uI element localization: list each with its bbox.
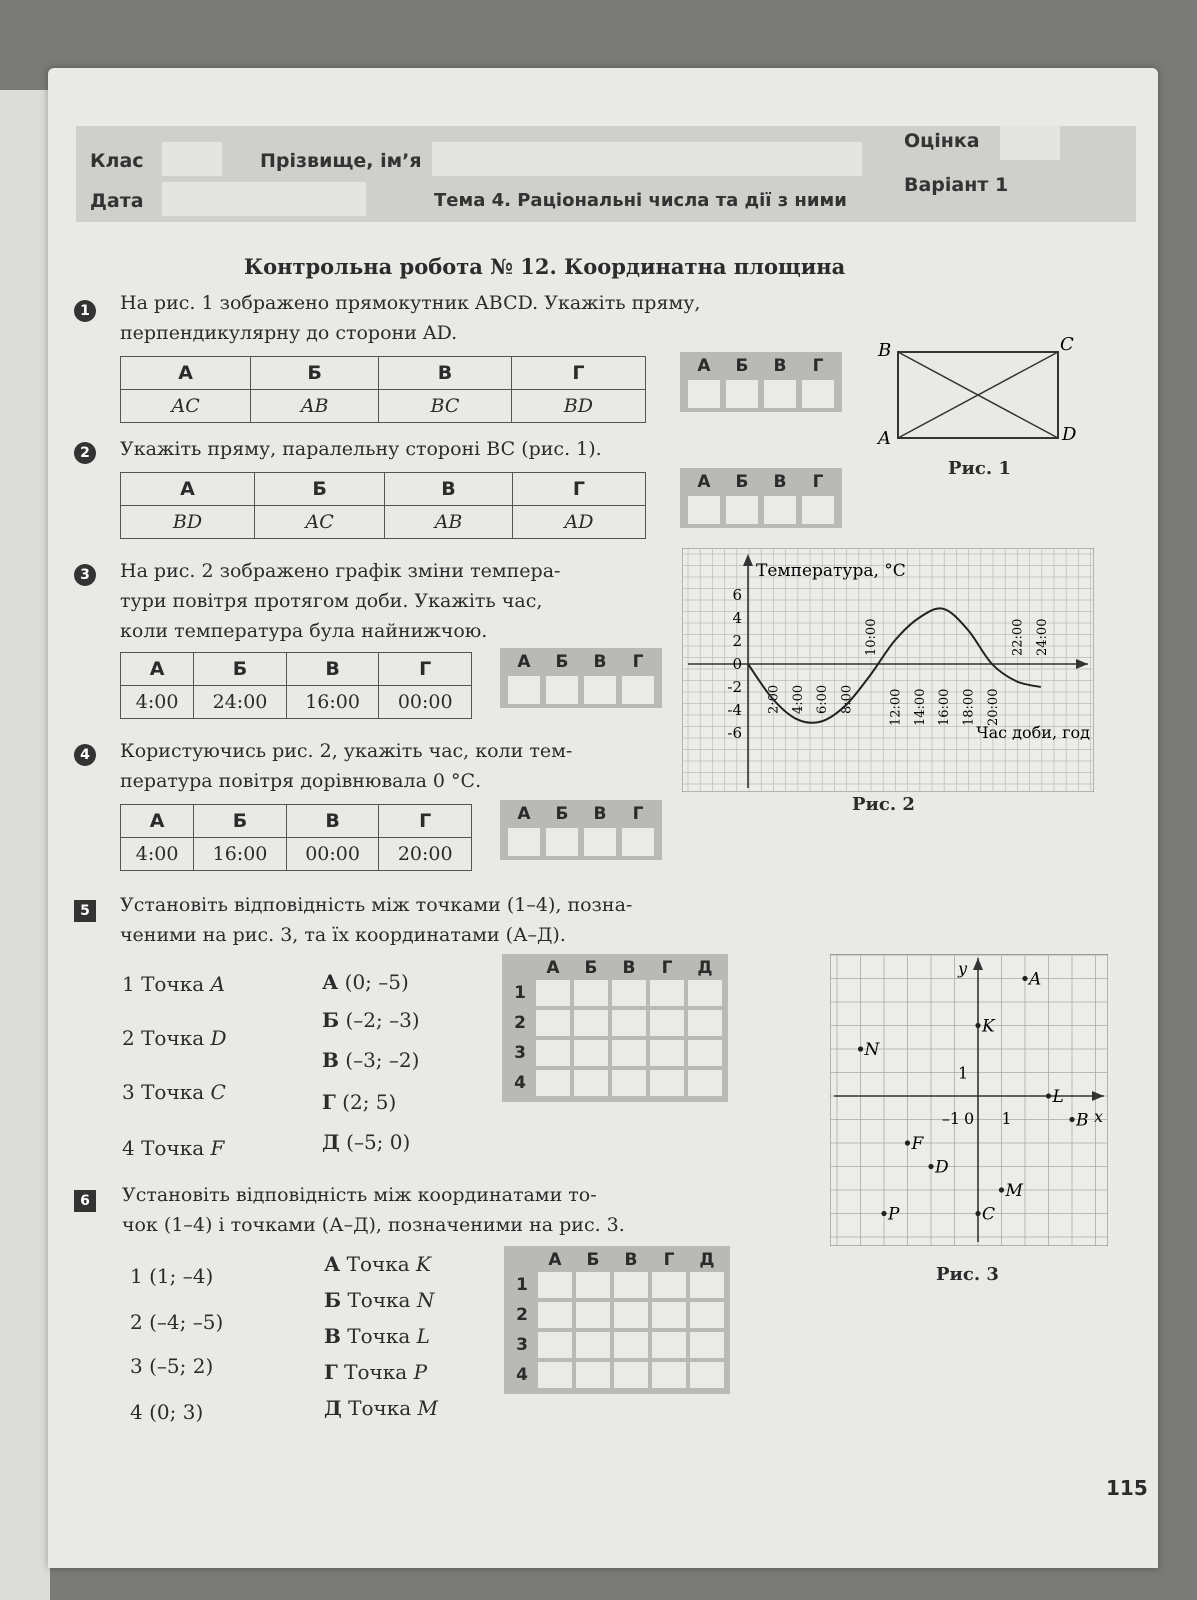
answer-letter: Г — [632, 652, 644, 672]
q5-right-b — [322, 1008, 420, 1032]
page-number: 115 — [1106, 1476, 1148, 1500]
answer-letter: Б — [555, 804, 569, 824]
answer-cell[interactable] — [802, 496, 834, 524]
grid-cell[interactable] — [688, 1040, 722, 1066]
option-value: 00:00 — [286, 838, 379, 871]
answer-cell[interactable] — [726, 496, 758, 524]
answer-cell[interactable] — [622, 828, 654, 856]
item-letter: Б — [324, 1288, 342, 1312]
item-point: P — [413, 1360, 428, 1384]
answer-cell[interactable] — [688, 496, 720, 524]
answer-cell[interactable] — [688, 380, 720, 408]
question-3-line3: коли температура була найнижчою. — [120, 620, 488, 642]
grid-cell[interactable] — [688, 1010, 722, 1036]
topic-label: Тема 4. Раціональні числа та дії з ними — [434, 190, 847, 211]
figure-1-caption: Рис. 1 — [948, 458, 1011, 479]
option-value: 16:00 — [194, 838, 287, 871]
point-label-c: C — [982, 1204, 996, 1225]
y-axis-name: y — [958, 959, 968, 978]
q5-right-d — [322, 1090, 396, 1114]
answer-letter: А — [697, 472, 711, 492]
option-value: AC — [255, 506, 385, 539]
grid-cell[interactable] — [536, 980, 570, 1006]
plane-frame — [830, 954, 1108, 1246]
worksheet-page — [48, 68, 1158, 1568]
x-axis-label: Час доби, год — [976, 723, 1090, 742]
answer-letter: Г — [812, 356, 824, 376]
answer-cell[interactable] — [726, 380, 758, 408]
figure-3-caption: Рис. 3 — [936, 1264, 999, 1285]
q6-right-b — [324, 1288, 434, 1312]
q5-right-a — [322, 970, 409, 994]
question-1-text — [120, 288, 700, 348]
question-2-options — [120, 472, 646, 539]
item-letter: Д — [322, 1130, 340, 1154]
option-letter: В — [286, 805, 379, 838]
option-value: 4:00 — [121, 838, 194, 871]
y-tick-label: 4 — [732, 609, 742, 627]
grid-row-label: 2 — [516, 1305, 528, 1325]
grid-cell[interactable] — [690, 1272, 724, 1298]
answer-cell[interactable] — [764, 380, 796, 408]
grid-row-label: 1 — [514, 983, 526, 1003]
grid-cell[interactable] — [576, 1362, 610, 1388]
question-2-number: 2 — [74, 442, 96, 464]
option-letter: Б — [255, 473, 385, 506]
tick-label-minus-one: –1 — [941, 1109, 960, 1128]
grid-cell[interactable] — [614, 1272, 648, 1298]
point-label-k: K — [982, 1016, 995, 1037]
answer-cell[interactable] — [508, 828, 540, 856]
option-value: 24:00 — [194, 686, 287, 719]
grid-cell[interactable] — [576, 1272, 610, 1298]
question-2-answer-box — [680, 468, 842, 528]
item-label: Точка — [346, 1252, 410, 1276]
point-c — [975, 1211, 980, 1216]
point-d — [928, 1164, 933, 1169]
grid-cell[interactable] — [538, 1302, 572, 1328]
date-label: Дата — [90, 190, 144, 212]
option-value: AC — [121, 390, 251, 423]
option-letter: Г — [379, 805, 472, 838]
question-5-line2: ченими на рис. 3, та їх координатами (А–Д). — [120, 924, 566, 946]
item-letter: Д — [324, 1396, 342, 1420]
grid-cell[interactable] — [652, 1362, 686, 1388]
question-3-answer-box — [500, 648, 662, 708]
question-6-text — [122, 1180, 625, 1240]
question-4-number: 4 — [74, 744, 96, 766]
item-label: Точка — [344, 1360, 408, 1384]
class-field[interactable] — [162, 142, 222, 176]
grid-cell[interactable] — [650, 980, 684, 1006]
question-5-number: 5 — [74, 900, 96, 922]
item-label: Точка — [348, 1396, 412, 1420]
answer-letter: В — [593, 804, 607, 824]
option-value: AD — [512, 506, 645, 539]
point-m — [999, 1187, 1004, 1192]
option-value: BD — [121, 506, 255, 539]
grid-cell[interactable] — [652, 1302, 686, 1328]
grid-cell[interactable] — [614, 1302, 648, 1328]
class-label: Клас — [90, 150, 144, 172]
question-3-line1: На рис. 2 зображено графік зміни темпера- — [120, 560, 561, 582]
answer-letter: Б — [735, 356, 749, 376]
item-letter: А — [324, 1252, 341, 1276]
item-coords: (–3; –2) — [345, 1048, 420, 1072]
question-3-line2: тури повітря протягом доби. Укажіть час, — [120, 590, 543, 612]
grid-col-label: А — [548, 1250, 562, 1270]
point-b — [1069, 1117, 1074, 1122]
point-label-m: M — [1005, 1181, 1023, 1201]
question-6-line1: Установіть відповідність між координатами то- — [122, 1184, 597, 1206]
x-tick-label: 8:00 — [839, 684, 855, 714]
option-value: BD — [511, 390, 645, 423]
x-tick-label: 20:00 — [986, 688, 1001, 726]
x-tick-label: 22:00 — [1010, 618, 1026, 656]
option-letter: А — [121, 805, 194, 838]
header-band — [76, 126, 1136, 222]
question-4-answer-box — [500, 800, 662, 860]
item-coords: (–2; –3) — [345, 1008, 420, 1032]
grid-cell[interactable] — [688, 980, 722, 1006]
question-4-line1: Користуючись рис. 2, укажіть час, коли тем- — [120, 740, 573, 762]
q5-left-2 — [122, 1026, 227, 1050]
question-1-answer-box — [680, 352, 842, 412]
option-value: 20:00 — [379, 838, 472, 871]
option-letter: Б — [251, 357, 379, 390]
q6-left-4 — [130, 1400, 203, 1424]
item-number: 3 — [130, 1354, 143, 1378]
grid-cell[interactable] — [614, 1332, 648, 1358]
item-coords: (–4; –5) — [149, 1310, 224, 1334]
grid-row-label: 3 — [514, 1043, 526, 1063]
item-label: Точка — [347, 1288, 411, 1312]
point-label-f: F — [911, 1134, 924, 1154]
point-label-p: P — [888, 1204, 900, 1225]
option-letter: А — [121, 357, 251, 390]
q6-left-1 — [130, 1264, 213, 1288]
item-point: N — [416, 1288, 435, 1312]
option-letter: Б — [194, 805, 287, 838]
grid-row-label: 4 — [514, 1073, 526, 1093]
grid-cell[interactable] — [538, 1272, 572, 1298]
option-value: AB — [251, 390, 379, 423]
item-label: Точка — [141, 1026, 205, 1050]
grid-cell[interactable] — [576, 1332, 610, 1358]
item-point: M — [417, 1396, 439, 1420]
figure-2-caption: Рис. 2 — [852, 794, 915, 815]
answer-cell[interactable] — [622, 676, 654, 704]
answer-cell[interactable] — [802, 380, 834, 408]
vertex-b-label: B — [878, 340, 892, 361]
y-tick-label: -6 — [727, 724, 742, 742]
figure-3-coordinate-plane — [830, 954, 1108, 1246]
point-k — [975, 1023, 980, 1028]
item-number: 4 — [122, 1136, 135, 1160]
q6-right-e — [324, 1396, 438, 1420]
grid-cell[interactable] — [690, 1302, 724, 1328]
question-4-line2: пература повітря дорівнювала 0 °С. — [120, 770, 482, 792]
item-label: Точка — [141, 1136, 205, 1160]
option-letter: Г — [512, 473, 645, 506]
grid-row-label: 1 — [516, 1275, 528, 1295]
question-1-line2: перпендикулярну до сторони AD. — [120, 322, 458, 344]
question-1-number: 1 — [74, 300, 96, 322]
grid-col-label: Б — [586, 1250, 600, 1270]
point-l — [1046, 1093, 1051, 1098]
point-f — [905, 1140, 910, 1145]
item-label: Точка — [141, 972, 205, 996]
question-4-options — [120, 804, 472, 871]
option-value: 00:00 — [379, 686, 472, 719]
question-1-line1: На рис. 1 зображено прямокутник ABCD. Укажіть пряму, — [120, 292, 701, 314]
figure-2-temperature-chart — [682, 548, 1094, 792]
x-tick-label: 4:00 — [790, 684, 806, 714]
grid-col-label: В — [622, 958, 636, 978]
grid-cell[interactable] — [536, 1040, 570, 1066]
y-tick-label: 6 — [732, 586, 742, 604]
grid-cell[interactable] — [574, 1070, 608, 1096]
item-number: 2 — [122, 1026, 135, 1050]
q5-right-c — [322, 1048, 419, 1072]
answer-cell[interactable] — [584, 676, 616, 704]
item-coords: (–5; 2) — [149, 1354, 214, 1378]
answer-cell[interactable] — [584, 828, 616, 856]
grid-col-label: Д — [699, 1250, 715, 1270]
question-5-line1: Установіть відповідність між точками (1–4), позна- — [120, 894, 633, 916]
answer-cell[interactable] — [546, 828, 578, 856]
grid-cell[interactable] — [574, 980, 608, 1006]
answer-letter: Г — [812, 472, 824, 492]
grid-cell[interactable] — [536, 1070, 570, 1096]
grid-cell[interactable] — [612, 1040, 646, 1066]
grid-col-label: Д — [697, 958, 713, 978]
answer-letter: Г — [632, 804, 644, 824]
question-6-answer-grid — [504, 1246, 730, 1394]
q5-left-1 — [122, 972, 225, 996]
x-axis-name: x — [1094, 1107, 1104, 1126]
question-3-number: 3 — [74, 564, 96, 586]
grid-cell[interactable] — [536, 1010, 570, 1036]
question-6-number: 6 — [74, 1190, 96, 1212]
item-point: C — [210, 1080, 226, 1104]
y-tick-label: -4 — [727, 701, 742, 719]
item-coords: (2; 5) — [342, 1090, 397, 1114]
answer-letter: А — [697, 356, 711, 376]
answer-letter: А — [517, 652, 531, 672]
point-label-n: N — [864, 1040, 880, 1060]
item-label: Точка — [141, 1080, 205, 1104]
y-tick-label: -2 — [727, 678, 742, 696]
variant-label: Варіант 1 — [904, 174, 1009, 196]
q6-right-a — [324, 1252, 431, 1276]
grade-field[interactable] — [1000, 126, 1060, 160]
item-coords: (1; –4) — [149, 1264, 214, 1288]
x-tick-label: 24:00 — [1034, 618, 1050, 656]
point-p — [881, 1211, 886, 1216]
grid-cell[interactable] — [650, 1070, 684, 1096]
grid-cell[interactable] — [688, 1070, 722, 1096]
question-2-text: Укажіть пряму, паралельну стороні BC (рис. 1). — [120, 438, 602, 460]
point-n — [858, 1046, 863, 1051]
grid-cell[interactable] — [652, 1272, 686, 1298]
x-tick-label: 2:00 — [766, 684, 782, 714]
option-letter: Г — [511, 357, 645, 390]
tick-label-zero: 0 — [964, 1109, 975, 1128]
question-6-line2: чок (1–4) і точками (А–Д), позначеними на рис. 3. — [122, 1214, 625, 1236]
grid-col-label: В — [624, 1250, 638, 1270]
item-letter: Б — [322, 1008, 340, 1032]
q6-right-d — [324, 1360, 427, 1384]
option-letter: Г — [379, 653, 472, 686]
grid-cell[interactable] — [650, 1010, 684, 1036]
answer-cell[interactable] — [508, 676, 540, 704]
answer-letter: В — [593, 652, 607, 672]
q6-right-c — [324, 1324, 430, 1348]
option-letter: В — [385, 473, 513, 506]
x-tick-label: 10:00 — [864, 618, 879, 656]
point-label-d: D — [935, 1157, 949, 1178]
grid-cell[interactable] — [574, 1010, 608, 1036]
item-point: A — [210, 972, 225, 996]
tick-label-one-y: 1 — [958, 1063, 969, 1083]
item-coords: (0; –5) — [344, 970, 409, 994]
q5-right-e — [322, 1130, 410, 1154]
grid-col-label: Г — [663, 1250, 675, 1270]
q5-left-4 — [122, 1136, 224, 1160]
x-tick-label: 14:00 — [912, 688, 928, 726]
option-letter: В — [379, 357, 512, 390]
grid-col-label: Г — [661, 958, 673, 978]
x-tick-label: 16:00 — [937, 688, 953, 726]
name-label: Прізвище, ім’я — [260, 150, 422, 172]
grid-cell[interactable] — [690, 1332, 724, 1358]
grid-row-label: 3 — [516, 1335, 528, 1355]
item-point: K — [416, 1252, 431, 1276]
item-letter: В — [322, 1048, 339, 1072]
item-letter: Г — [322, 1090, 336, 1114]
item-number: 4 — [130, 1400, 143, 1424]
grid-cell[interactable] — [612, 980, 646, 1006]
option-letter: В — [286, 653, 379, 686]
adjacent-page-edge — [0, 90, 50, 1600]
chart-frame — [682, 548, 1094, 792]
question-5-answer-grid — [502, 954, 728, 1102]
item-label: Точка — [347, 1324, 411, 1348]
question-5-text — [120, 890, 632, 950]
x-tick-label: 6:00 — [815, 684, 831, 714]
page-title: Контрольна робота № 12. Координатна площина — [244, 254, 846, 279]
q6-left-3 — [130, 1354, 213, 1378]
point-label-a: A — [1029, 969, 1042, 990]
item-point: L — [416, 1324, 430, 1348]
grid-cell[interactable] — [538, 1332, 572, 1358]
vertex-d-label: D — [1062, 424, 1077, 445]
point-a — [1022, 976, 1027, 981]
question-3-options — [120, 652, 472, 719]
point-label-l: L — [1052, 1087, 1064, 1107]
y-tick-label: 0 — [732, 655, 742, 673]
item-number: 1 — [122, 972, 135, 996]
question-1-options — [120, 356, 646, 423]
grid-cell[interactable] — [652, 1332, 686, 1358]
option-value: 4:00 — [121, 686, 194, 719]
grid-col-label: А — [546, 958, 560, 978]
grid-cell[interactable] — [650, 1040, 684, 1066]
chart-title: Температура, °C — [756, 561, 906, 581]
grid-row-label: 2 — [514, 1013, 526, 1033]
y-tick-label: 2 — [732, 632, 742, 650]
tick-label-one-x: 1 — [1001, 1109, 1012, 1128]
question-4-text — [120, 736, 572, 796]
item-number: 1 — [130, 1264, 143, 1288]
grid-cell[interactable] — [690, 1362, 724, 1388]
name-field[interactable] — [432, 142, 862, 176]
item-number: 3 — [122, 1080, 135, 1104]
x-tick-label: 12:00 — [888, 688, 904, 726]
grid-row-label: 4 — [516, 1365, 528, 1385]
grid-cell[interactable] — [574, 1040, 608, 1066]
answer-cell[interactable] — [546, 676, 578, 704]
item-coords: (–5; 0) — [346, 1130, 411, 1154]
x-tick-label: 18:00 — [961, 688, 977, 726]
grid-cell[interactable] — [576, 1302, 610, 1328]
point-label-b: B — [1076, 1110, 1089, 1131]
answer-letter: В — [773, 472, 787, 492]
item-letter: А — [322, 970, 339, 994]
q6-left-2 — [130, 1310, 223, 1334]
grade-label: Оцінка — [904, 130, 980, 152]
option-letter: А — [121, 653, 194, 686]
vertex-c-label: C — [1060, 334, 1074, 355]
grid-cell[interactable] — [614, 1362, 648, 1388]
question-3-text — [120, 556, 560, 646]
item-coords: (0; 3) — [149, 1400, 204, 1424]
answer-cell[interactable] — [764, 496, 796, 524]
option-letter: А — [121, 473, 255, 506]
option-value: BC — [379, 390, 512, 423]
grid-cell[interactable] — [612, 1010, 646, 1036]
date-field[interactable] — [162, 182, 366, 216]
figure-1-rectangle — [868, 334, 1078, 446]
grid-cell[interactable] — [538, 1362, 572, 1388]
item-letter: В — [324, 1324, 341, 1348]
answer-letter: А — [517, 804, 531, 824]
option-value: AB — [385, 506, 513, 539]
grid-col-label: Б — [584, 958, 598, 978]
option-letter: Б — [194, 653, 287, 686]
answer-letter: В — [773, 356, 787, 376]
vertex-a-label: A — [878, 428, 891, 446]
q5-left-3 — [122, 1080, 226, 1104]
grid-cell[interactable] — [612, 1070, 646, 1096]
option-value: 16:00 — [286, 686, 379, 719]
answer-letter: Б — [555, 652, 569, 672]
item-point: F — [210, 1136, 225, 1160]
item-point: D — [210, 1026, 227, 1050]
item-letter: Г — [324, 1360, 338, 1384]
item-number: 2 — [130, 1310, 143, 1334]
answer-letter: Б — [735, 472, 749, 492]
